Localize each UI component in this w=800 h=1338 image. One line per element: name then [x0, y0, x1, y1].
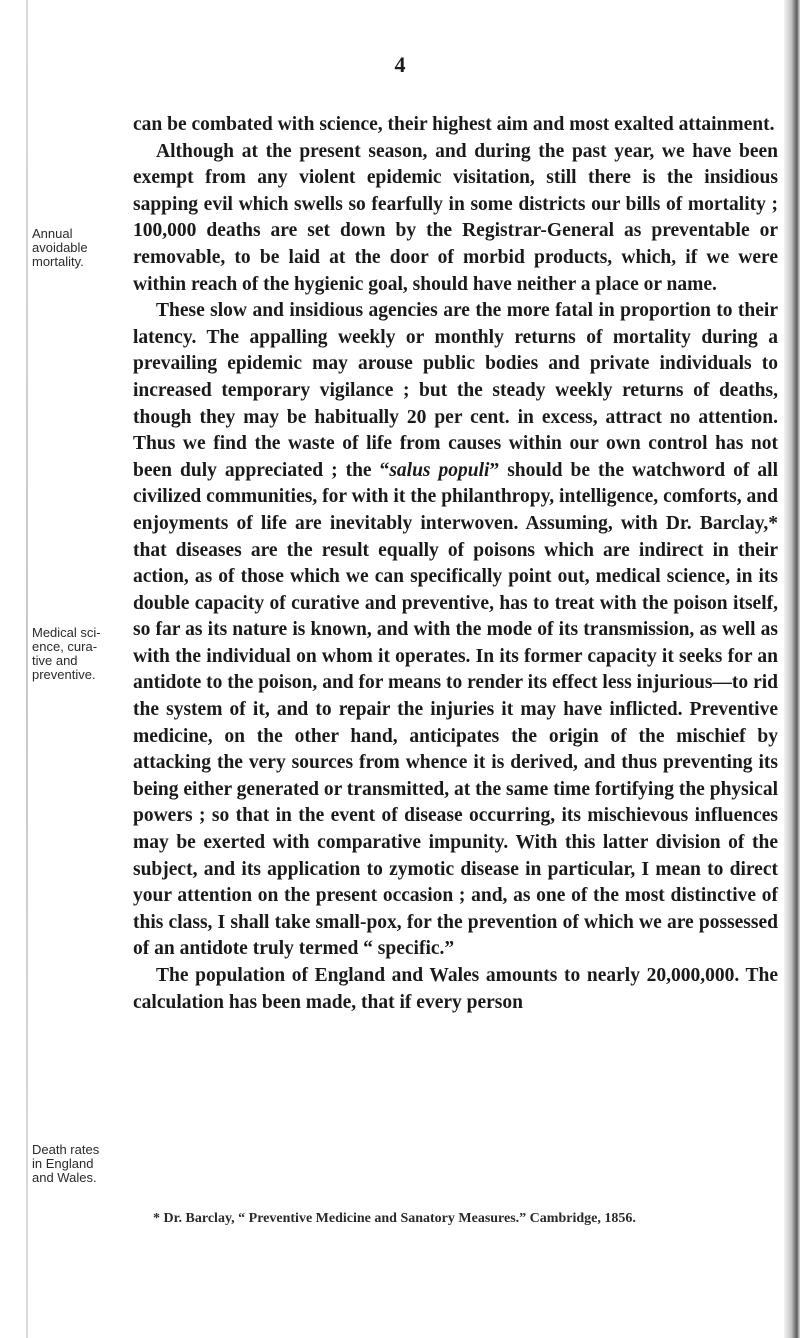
footnote: * Dr. Barclay, “ Preventive Medicine and Sanatory Measures.” Cambridge, 1856.	[153, 1211, 636, 1226]
margin-note-medical-science	[32, 626, 114, 682]
margin-note-line: Medical sci-	[32, 625, 101, 640]
margin-note-annual-mortality	[32, 227, 114, 269]
margin-note-death-rates	[32, 1143, 114, 1185]
latin-phrase: salus populi	[389, 459, 490, 481]
paragraph-avoidable-mortality: Although at the present season, and during the past year, we have been exempt from any violent epidemic visitation, still there is the insidious sapping evil which swells so fearfully in some districts our bills of mortality ; 100,000 deaths are set down by the Registrar-General as preventable or removable, to be laid at the door of morbid products, which, if we were within reach of the hygienic goal, should have neither a place or name.	[133, 140, 778, 295]
margin-note-line: ence, cura-	[32, 639, 98, 654]
margin-note-line: avoidable	[32, 240, 88, 255]
body-text	[133, 112, 778, 1016]
margin-note-line: in England	[32, 1156, 94, 1171]
paragraph-text: These slow and insidious agencies are the more fatal in proportion to their latency. The appalling weekly or monthly returns of mortality during a prevailing epidemic may arouse public bodies and private individuals to increased temporary vigilance ; but the steady weekly returns of deaths, though they may be habitually 20 per cent. in excess, attract no attention. Thus we find the waste of life from causes within our own control has not been duly appreciated ; the “	[133, 300, 778, 481]
paragraph-population: The population of England and Wales amounts to nearly 20,000,000. The calculation has been made, that if every person	[133, 965, 778, 1013]
margin-note-line: preventive.	[32, 667, 96, 682]
margin-note-line: mortality.	[32, 254, 84, 269]
margin-note-line: and Wales.	[32, 1170, 97, 1185]
paragraph-continuation: can be combated with science, their highest aim and most exalted attainment.	[133, 114, 775, 135]
paragraph-insidious-agencies	[133, 298, 778, 963]
margin-note-line: Annual	[32, 226, 73, 241]
page-edge-shadow	[784, 0, 800, 1338]
page-gutter-shadow	[26, 0, 28, 1338]
page-number: 4	[394, 52, 406, 77]
margin-note-line: tive and	[32, 653, 78, 668]
margin-note-line: Death rates	[32, 1142, 100, 1157]
paragraph-text: ” should be the watchword of all civilized communities, for with it the philanthropy, intelligence, comforts, and enjoyments of life are inevitably interwoven. Assuming, with Dr. Barclay,* that diseases are the result equally of poisons which are indirect in their action, as of those which we can specifically point out, medical science, in its double capacity of curative and preventive, has to treat with the poison itself, so far as its nature is known, and with the mode of its transmission, as well as with the individual on whom it operates. In its former capacity it seeks for an antidote to the poison, and for means to render its effect less injurious—to rid the system of it, and to repair the injuries it may have inflicted. Preventive medicine, on the other hand, anticipates the origin of the mischief by attacking the very sources from whence it is derived, and thus preventing its being either generated or transmitted, at the same time fortifying the physical powers ; so that in the event of disease occurring, its mischievous influences may be exerted with comparative impunity. With this latter division of the subject, and its application to zymotic disease in particular, I mean to direct your attention on the present occasion ; and, as one of the most distinctive of this class, I shall take small-pox, for the prevention of which we are possessed of an antidote truly termed “ specific.”	[133, 459, 778, 960]
